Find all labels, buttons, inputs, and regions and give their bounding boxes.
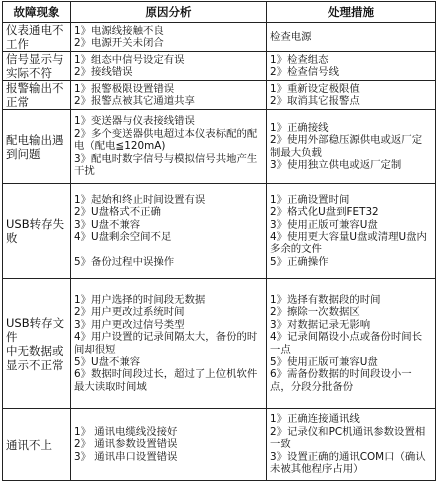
fault-cell	[3, 184, 71, 279]
cause-text: 5》U盘不兼容	[74, 355, 141, 368]
solution-cell	[267, 279, 436, 409]
cause-cell	[71, 52, 267, 81]
solution-text: 2》格式化U盘到FET32	[270, 206, 379, 219]
cause-text: 1》起始和终止时间设置有误	[74, 193, 206, 206]
table-row	[3, 409, 436, 481]
cause-text: 6》数据时间段过长，超过了上位机软件最大读取时间域	[74, 368, 258, 393]
fault-cell	[3, 81, 71, 110]
solution-text: 6》需备份数据的时间段设小一点，分段分批备份	[270, 368, 412, 393]
table-row	[3, 52, 436, 81]
solution-cell	[267, 184, 436, 279]
header-solution: 处理措施	[267, 2, 436, 23]
cause-text: 1》 通讯电缆线没接好	[74, 425, 178, 438]
cause-text: 4》U盘剩余空间不足	[74, 231, 172, 243]
solution-text: 1》选择有数据段的时间	[270, 293, 381, 306]
cause-text: 1》变送器与仪表接线错误	[74, 115, 195, 128]
fault-text: 正常	[6, 95, 29, 109]
solution-text: 3》设置正确的通讯COM口（确认未被其他程序占用）	[270, 450, 426, 476]
fault-text: 仪表通电不	[6, 23, 64, 37]
fault-text: 通讯不上	[6, 437, 52, 452]
cause-text: 3》配电时数字信号与模拟信号共地产生干扰	[74, 152, 258, 178]
solution-cell	[267, 52, 436, 81]
fault-text: 到问题	[6, 146, 41, 161]
cause-text: 1》组态中信号设定有误	[74, 53, 185, 66]
fault-text: 信号显示与	[6, 52, 64, 66]
cause-spacer	[74, 243, 263, 255]
solution-text: 3》对数据记录无影响	[270, 318, 371, 331]
solution-text: 4》使用更大容量U盘或清理U盘内多余的文件	[270, 231, 427, 256]
solution-cell	[267, 409, 436, 481]
cause-text: 3》U盘不兼容	[74, 218, 141, 231]
solution-text: 3》使用正版可兼容U盘	[270, 218, 378, 231]
fault-text: 实际不符	[6, 66, 52, 80]
solution-text: 2》使用外部稳压源供电或返厂定制最大负载	[270, 134, 423, 159]
fault-cell	[3, 279, 71, 409]
cause-text: 1》用户选择的时间段无数据	[74, 293, 206, 306]
cause-text: 2》U盘格式不正确	[74, 206, 161, 219]
fault-cell	[3, 409, 71, 481]
cause-text: 2》报警点被其它通道共享	[74, 95, 195, 107]
cause-text: 2》多个变送器供电超过本仪表标配的配电（配电≦120mA)	[74, 127, 258, 153]
cause-cell	[71, 23, 267, 52]
cause-cell	[71, 81, 267, 110]
table-row	[3, 184, 436, 279]
solution-text: 2》擦除一次数据区	[270, 306, 360, 319]
solution-text: 1》正确连接通讯线	[270, 413, 360, 426]
solution-cell	[267, 110, 436, 184]
cause-cell	[71, 409, 267, 481]
cause-text: 1》电源线接触不良	[74, 24, 164, 37]
solution-text: 4》记录间隔设小点或备份时间长一点	[270, 331, 423, 356]
header-fault: 故障现象	[3, 2, 71, 23]
table-row	[3, 110, 436, 184]
solution-cell	[267, 23, 436, 52]
solution-text: 3》使用独立供电或返厂定制	[270, 158, 402, 171]
solution-text: 5》使用正版可兼容U盘	[270, 355, 378, 368]
troubleshooting-table	[2, 1, 436, 481]
table-header-row	[3, 2, 436, 23]
cause-text: 2》用户更改过系统时间	[74, 306, 185, 319]
cause-cell	[71, 184, 267, 279]
cause-text: 1》报警极限设置错误	[74, 82, 175, 95]
cause-text: 2》接线错误	[74, 66, 133, 78]
solution-text: 2》记录仪和PC机通讯参数设置相一致	[270, 425, 426, 451]
solution-text: 2》取消其它报警点	[270, 95, 360, 107]
cause-cell	[71, 279, 267, 409]
solution-text: 1》检查组态	[270, 53, 329, 66]
cause-text: 2》电源开关未闭合	[74, 37, 164, 49]
table-row	[3, 23, 436, 52]
table-row	[3, 279, 436, 409]
cause-text: 5》备份过程中误操作	[74, 255, 175, 268]
fault-cell	[3, 110, 71, 184]
solution-text: 检查电源	[270, 30, 312, 43]
cause-text: 4》用户设置的记录间隔太大，备份的时间却很短	[74, 331, 258, 356]
cause-cell	[71, 110, 267, 184]
solution-text: 1》重新设定极限值	[270, 82, 360, 95]
solution-cell	[267, 81, 436, 110]
table-row	[3, 81, 436, 110]
fault-text: 工作	[6, 37, 29, 51]
fault-cell	[3, 52, 71, 81]
cause-text: 3》 通讯串口设置错误	[74, 450, 178, 463]
fault-text: 报警输出不	[6, 81, 64, 95]
header-cause: 原因分析	[71, 2, 267, 23]
fault-text: USB转存文件	[6, 315, 65, 344]
solution-text: 1》正确接线	[270, 121, 329, 134]
fault-text: 配电输出遇	[6, 132, 64, 147]
solution-text: 1》正确设置时间	[270, 193, 350, 206]
solution-text: 2》检查信号线	[270, 66, 339, 78]
fault-text: 中无数据或	[6, 343, 64, 358]
cause-text: 3》用户更改过信号类型	[74, 318, 185, 331]
fault-text: USB转存失败	[6, 217, 65, 245]
solution-text: 5》正确操作	[270, 255, 329, 268]
cause-text: 2》 通讯参数设置错误	[74, 438, 178, 451]
fault-cell	[3, 23, 71, 52]
fault-text: 显示不正常	[6, 357, 64, 372]
